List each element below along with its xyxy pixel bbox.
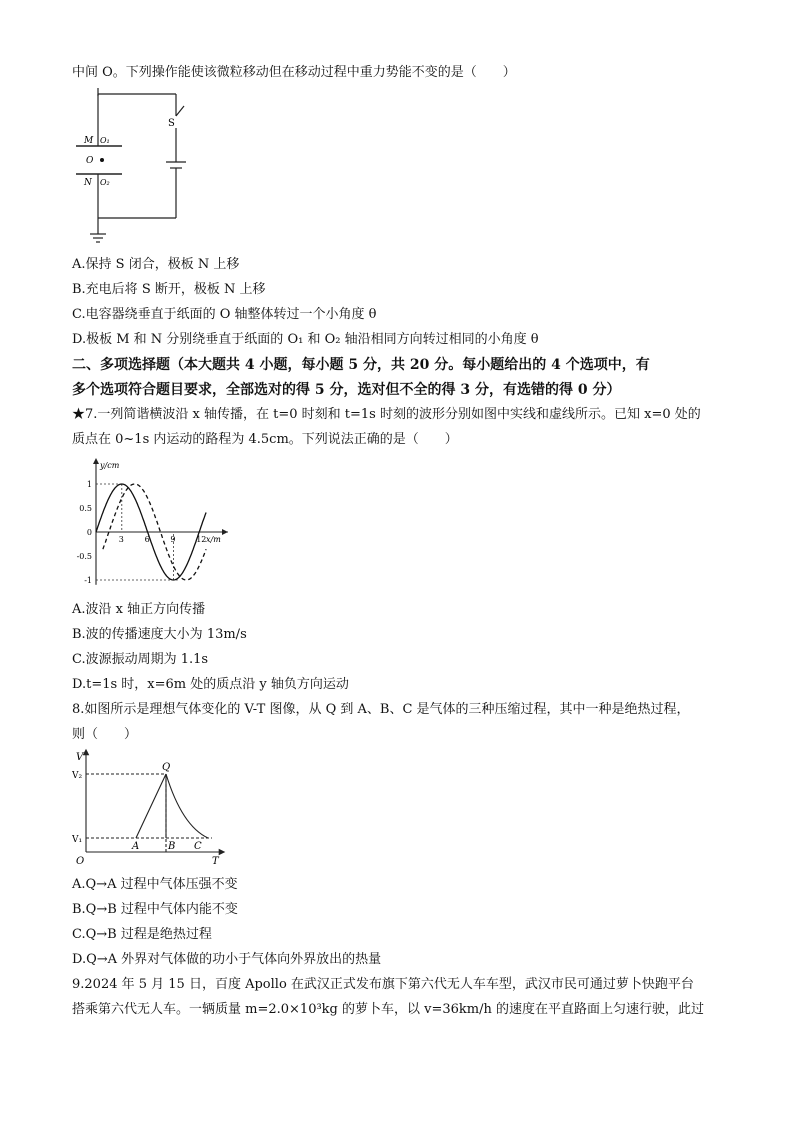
section2-heading-line1: 二、多项选择题（本大题共 4 小题，每小题 5 分，共 20 分。每小题给出的 4 个选项中，有 [72,357,650,373]
label-m: M [84,136,94,146]
q6-stem: 中间 O。下列操作能使该微粒移动但在移动过程中重力势能不变的是（ ） [72,65,516,80]
q9-stem-line1: 9.2024 年 5 月 15 日，百度 Apollo 在武汉正式发布旗下第六代无人车车型，武汉市民可通过萝卜快跑平台 [72,977,694,992]
y-tick-label: -0.5 [76,552,92,561]
q6-option-a: A.保持 S 闭合，极板 N 上移 [72,257,240,272]
q6-option-b: B.充电后将 S 断开，极板 N 上移 [72,282,266,297]
particle-dot [100,158,104,162]
y-tick-label: 1 [86,480,92,489]
y-axis-label: y/cm [100,461,120,470]
wave-chart [72,456,232,592]
y-tick-label: 0.5 [79,504,92,513]
q9-stem-line2: 搭乘第六代无人车。一辆质量 m=2.0×10³kg 的萝卜车，以 v=36km/h 的速度在平直路面上匀速行驶，此过 [72,1002,705,1017]
q7-option-a: A.波沿 x 轴正方向传播 [72,602,206,617]
y-tick-label: -1 [84,576,92,585]
q8-stem-line2: 则（ ） [72,727,138,742]
label-o1: O₁ [100,136,110,145]
label-o: O [86,156,94,166]
q7-option-c: C.波源振动周期为 1.1s [72,652,209,667]
label-c: C [194,841,202,852]
label-v1: V₁ [72,835,83,845]
x-tick-label: 12 [196,535,207,544]
x-axis-label: x/m [206,535,221,544]
capacitor-circuit-figure [72,88,192,248]
q8-option-a: A.Q→A 过程中气体压强不变 [72,877,238,892]
y-axis-arrow [93,458,99,464]
label-b: B [168,841,176,852]
section2-heading-line2: 多个选项符合题目要求，全部选对的得 5 分，选对但不全的得 3 分，有选错的得 0 分） [72,382,621,398]
x-tick-label: 6 [144,535,150,544]
label-t-axis: T [212,856,219,867]
label-v-axis: V [76,752,84,763]
q6-option-c: C.电容器绕垂直于纸面的 O 轴整体转过一个小角度 θ [72,307,377,322]
q7-option-b: B.波的传播速度大小为 13m/s [72,627,247,642]
q8-option-d: D.Q→A 外界对气体做的功小于气体向外界放出的热量 [72,952,382,967]
q8-option-c: C.Q→B 过程是绝热过程 [72,927,212,942]
label-v2: V₂ [72,771,83,781]
q7-stem-line2: 质点在 0~1s 内运动的路程为 4.5cm。下列说法正确的是（ ） [72,432,458,447]
x-axis-arrow [222,529,228,535]
q8-option-b: B.Q→B 过程中气体内能不变 [72,902,238,917]
label-a: A [132,841,140,852]
q6-option-d: D.极板 M 和 N 分别绕垂直于纸面的 O₁ 和 O₂ 轴沿相同方向转过相同的小角度 θ [72,332,539,347]
q7-option-d: D.t=1s 时，x=6m 处的质点沿 y 轴负方向运动 [72,677,349,692]
label-o2: O₂ [100,178,110,187]
x-tick-label: 9 [170,535,176,544]
q7-stem-line1: ★7.一列简谐横波沿 x 轴传播，在 t=0 时刻和 t=1s 时刻的波形分别如图中实线和虚线所示。已知 x=0 处的 [72,407,701,422]
label-n: N [84,178,92,188]
label-origin: O [76,856,85,867]
label-s: S [168,118,175,129]
x-tick-label: 3 [118,535,124,544]
q8-stem-line1: 8.如图所示是理想气体变化的 V-T 图像，从 Q 到 A、B、C 是气体的三种压缩过程，其中一种是绝热过程， [72,702,690,717]
vt-graph-figure [72,748,232,868]
label-q: Q [162,762,171,773]
y-tick-label: 0 [86,528,92,537]
